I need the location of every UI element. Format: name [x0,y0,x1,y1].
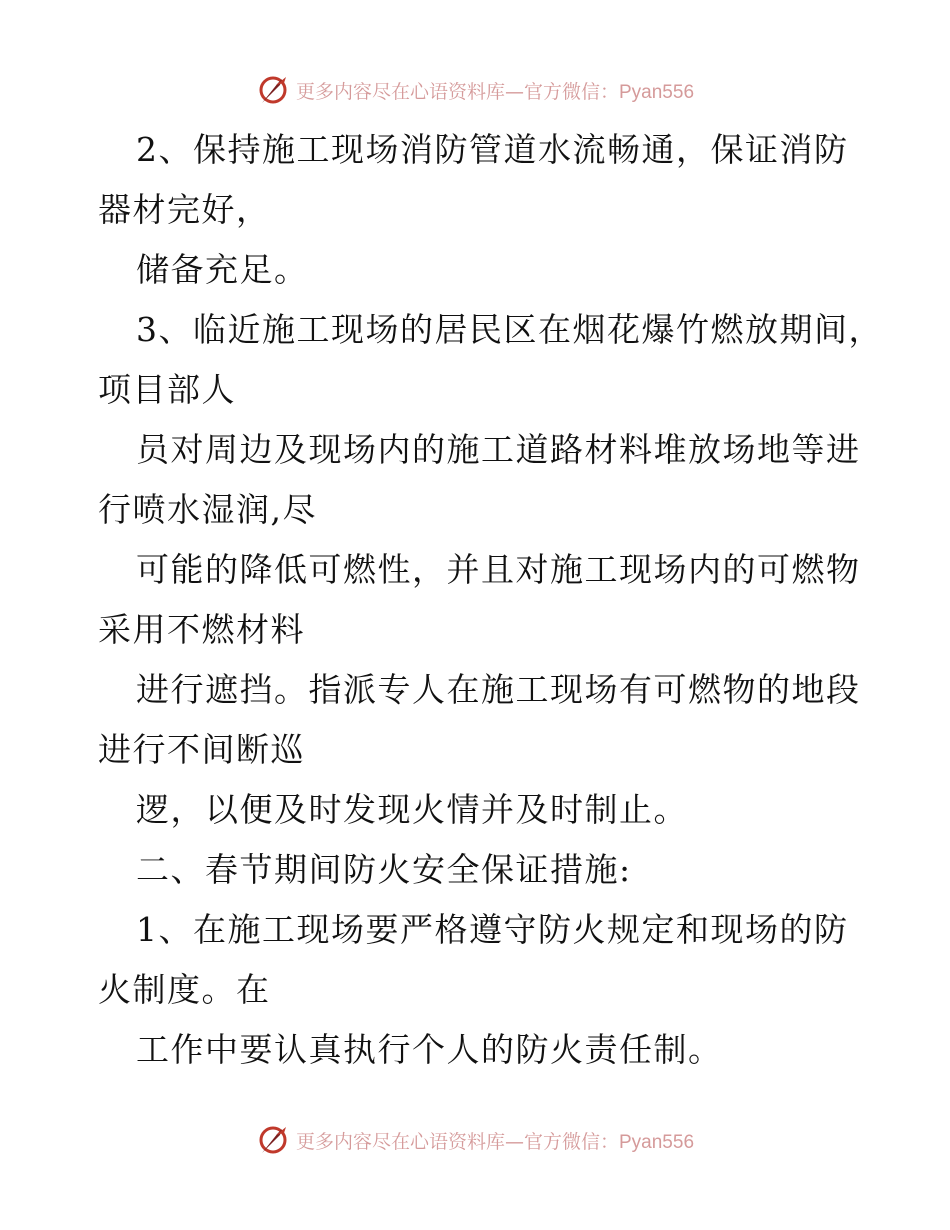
text-line: 1、在施工现场要严格遵守防火规定和现场的防 [136,910,849,949]
text-line: 行喷水湿润,尽 [98,490,317,529]
watermark-text: 更多内容尽在心语资料库—官方微信：Pyan556 [295,80,695,103]
text-line: 器材完好， [98,190,271,229]
text-line: 采用不燃材料 [98,610,305,649]
text-line: 3、临近施工现场的居民区在烟花爆竹燃放期间， [136,310,883,349]
footer-watermark [0,1120,950,1160]
text-line: 2、保持施工现场消防管道水流畅通，保证消防 [136,130,849,169]
quill-pen-icon [256,1123,290,1157]
watermark-text: 更多内容尽在心语资料库—官方微信：Pyan556 [295,1130,695,1153]
text-line: 二、春节期间防火安全保证措施: [136,850,632,889]
text-line: 储备充足。 [136,250,309,289]
text-line: 进行不间断巡 [98,730,305,769]
text-line: 可能的降低可燃性，并且对施工现场内的可燃物 [136,550,861,589]
text-line: 逻，以便及时发现火情并及时制止。 [136,790,688,829]
text-line: 员对周边及现场内的施工道路材料堆放场地等进 [136,430,861,469]
header-watermark [0,70,950,110]
text-line: 进行遮挡。指派专人在施工现场有可燃物的地段 [136,670,861,709]
text-line: 工作中要认真执行个人的防火责任制。 [136,1030,723,1069]
document-body [98,121,883,1081]
text-line: 项目部人 [98,370,236,409]
quill-pen-icon [256,73,290,107]
text-line: 火制度。在 [98,970,271,1009]
